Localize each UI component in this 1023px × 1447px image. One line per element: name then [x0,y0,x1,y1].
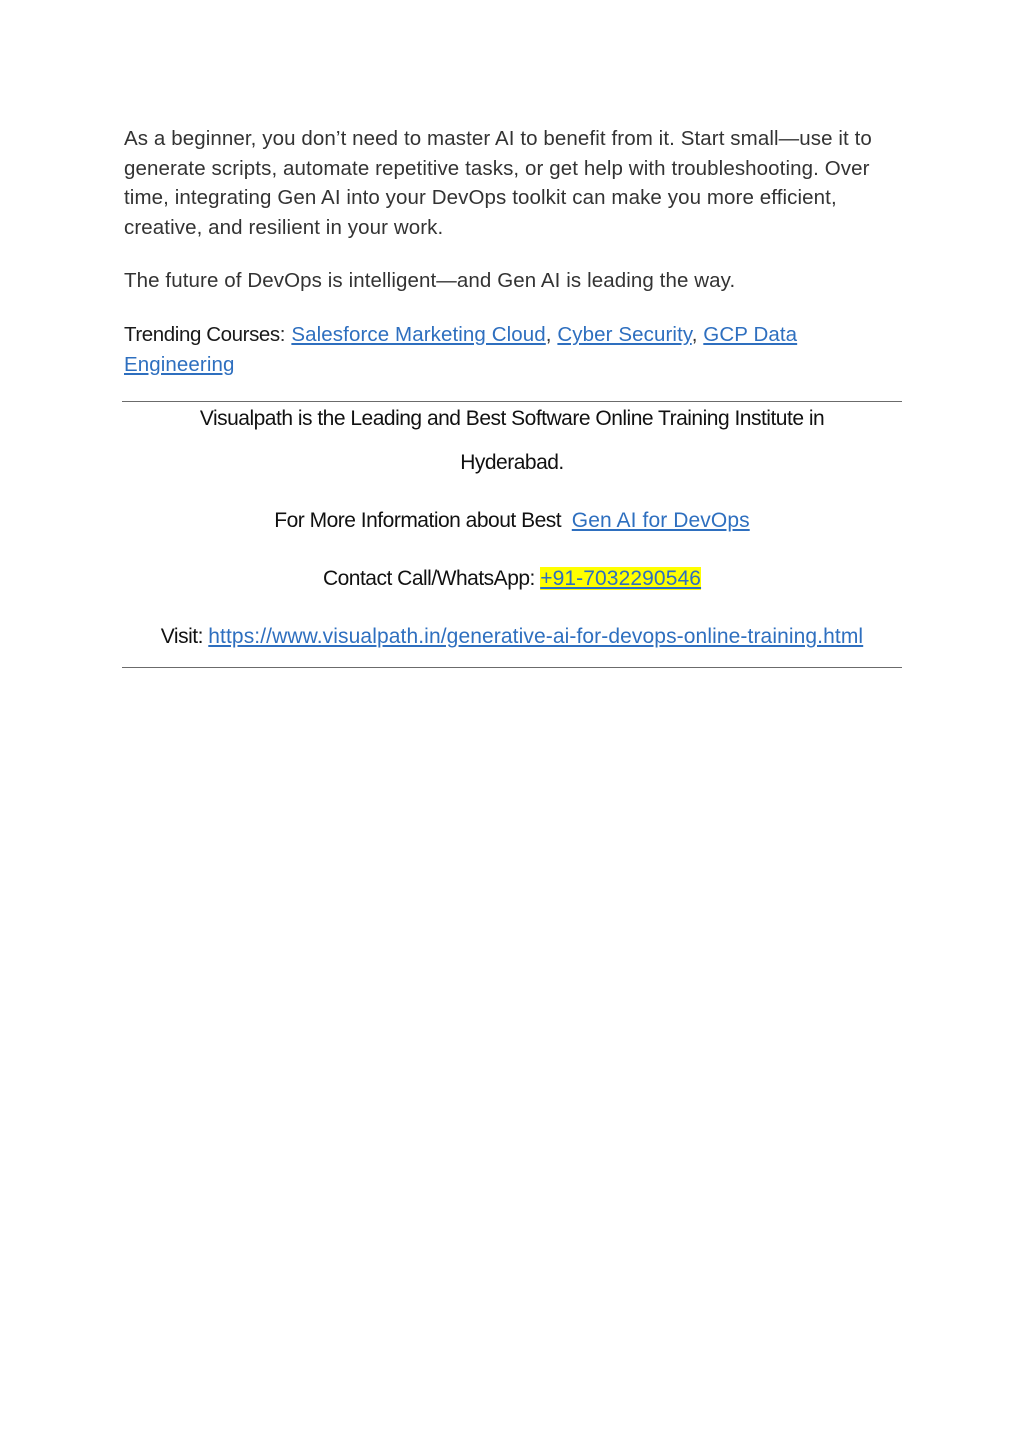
institute-location: Hyderabad. [460,451,564,474]
course-link-cyber-security[interactable]: Cyber Security [557,323,692,346]
gen-ai-devops-link[interactable]: Gen AI for DevOps [571,509,750,532]
course-separator: , [691,323,698,346]
divider-top [122,401,902,402]
visit-label: Visit: [160,625,203,648]
institute-headline: Visualpath is the Leading and Best Software Online Training Institute in [199,407,825,430]
course-separator: , [545,323,552,346]
contact-label: Contact Call/WhatsApp: [322,567,535,590]
divider-bottom [122,667,902,668]
more-info-line [122,507,902,535]
paragraph-future-devops: The future of DevOps is intelligent—and Gen AI is leading the way. [124,269,736,292]
course-link-salesforce[interactable]: Salesforce Marketing Cloud [291,323,546,346]
trending-courses [124,320,904,379]
contact-line [122,565,902,593]
trending-colon: : [279,323,286,346]
more-info-label: For More Information about Best [274,509,562,532]
website-link[interactable]: https://www.visualpath.in/generative-ai-for-devops-online-training.html [208,625,864,648]
paragraph-beginner-advice: As a beginner, you don’t need to master AI to benefit from it. Start small—use it to generate scripts, automate repetitive tasks, or get help with troubleshooting. Over time, integrating Gen AI into your DevOps toolkit can make you more efficient, creative, and resilient in your work. [124,127,872,239]
phone-link[interactable]: +91-7032290546 [540,567,702,590]
course-link-gcp-data-engineering[interactable]: GCP Data Engineering [124,323,798,376]
visit-line [112,623,912,651]
trending-courses-label: Trending Courses [124,323,280,346]
